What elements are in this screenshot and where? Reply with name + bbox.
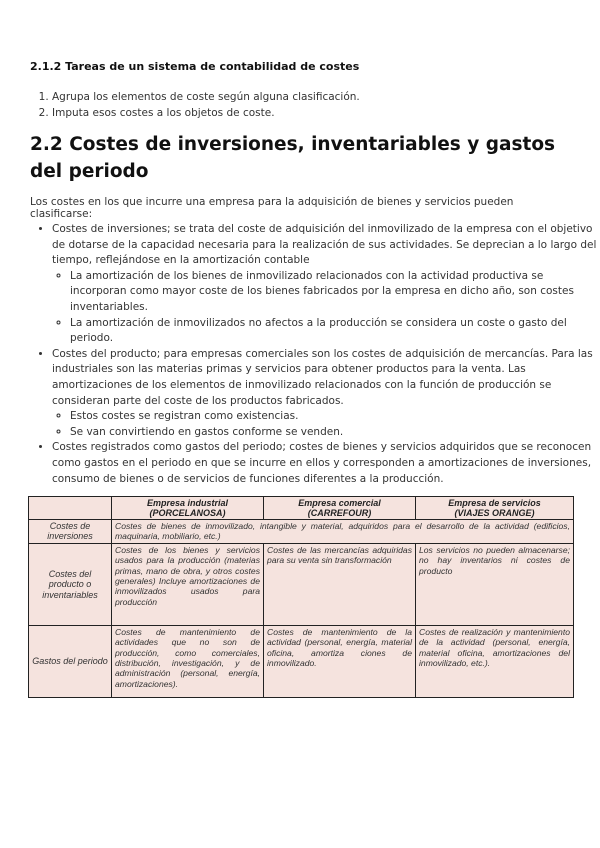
- row-label: Gastos del periodo: [29, 625, 112, 697]
- bullet-gastos: [52, 440, 597, 487]
- bullet-text: Costes de inversiones; se trata del coste de adquisición del inmovilizado de la empresa con el objetivo de dotarse de la capacidad necesaria para la realización de sus actividades. Se deprecian a lo largo del tiempo, reflejándose en la amortización contable: [52, 223, 597, 267]
- table-cell: Costes de las mercancías adquiridas para su venta sin transformación: [264, 543, 416, 625]
- tasks-list: [30, 90, 360, 121]
- header-industrial: Empresa industrial (PORCELANOSA): [112, 497, 264, 520]
- header-comercial: Empresa comercial (CARREFOUR): [264, 497, 416, 520]
- bullet-text: Costes del producto; para empresas comerciales son los costes de adquisición de mercancías. Para las industriales son las materias primas y servicios para obtener productos para la venta. Las amortizaciones de los elementos de inmovilizado relacionados con la función de producción se consideran parte del coste de los productos fabricados.: [52, 347, 593, 407]
- table-cell: Costes de mantenimiento de actividades que no son de producción, como comerciales, distribución, investigación, y de administración (personal, energía, amortizaciones).: [112, 625, 264, 697]
- costs-table-image: [28, 496, 574, 698]
- bullet-inversiones: [52, 222, 597, 347]
- table-corner: [29, 497, 112, 520]
- sub-list: [52, 409, 597, 440]
- row-label: Costes de inversiones: [29, 520, 112, 544]
- table-cell: Los servicios no pueden almacenarse; no hay inventarios ni costes de producto: [416, 543, 574, 625]
- task-item-2: 2. Imputa esos costes a los objetos de coste.: [52, 106, 360, 122]
- bullet-text: Costes registrados como gastos del periodo; costes de bienes y servicios adquiridos que se reconocen como gastos en el periodo en que se incurre en ellos y corresponden a amortizaciones de inversiones, consumo de bienes o de servicios de funciones diferentes a la producción.: [52, 441, 592, 485]
- sub-item: ◦ La amortización de los bienes de inmovilizado relacionados con la actividad productiva se incorporan como mayor coste de los bienes fabricados por la empresa en dicho año, son costes inventariables.: [70, 269, 597, 316]
- sub-list: [52, 269, 597, 347]
- subsection-heading: 2.1.2 Tareas de un sistema de contabilidad de costes: [30, 60, 360, 73]
- sub-item: ◦ La amortización de inmovilizados no afectos a la producción se considera un coste o gasto del periodo.: [70, 316, 597, 347]
- table-cell-merged: Costes de bienes de inmovilizado, intangible y material, adquiridos para el desarrollo de la actividad (edificios, maquinaria, mobiliario, etc.): [112, 520, 574, 544]
- intro-paragraph: Los costes en los que incurre una empresa para la adquisición de bienes y servicios pueden clasificarse:: [30, 196, 514, 220]
- table-cell: Costes de realización y mantenimiento de la actividad (personal, energía, material oficina, amortizaciones del inmovilizado, etc.).: [416, 625, 574, 697]
- table-header-row: [29, 497, 574, 520]
- cost-types-list: [30, 222, 597, 487]
- table-row: [29, 543, 574, 625]
- bullet-producto: [52, 347, 597, 441]
- table-cell: Costes de mantenimiento de la actividad (personal, energía, material oficina, amortiza ciones de inmovilizado.: [264, 625, 416, 697]
- sub-item: ◦ Se van convirtiendo en gastos conforme se venden.: [70, 425, 597, 441]
- header-servicios: Empresa de servicios (VIAJES ORANGE): [416, 497, 574, 520]
- task-item-1: 1. Agrupa los elementos de coste según alguna clasificación.: [52, 90, 360, 106]
- table-row: [29, 625, 574, 697]
- sub-item: ◦ Estos costes se registran como existencias.: [70, 409, 597, 425]
- section-heading: 2.2 Costes de inversiones, inventariables y gastos del periodo: [30, 134, 556, 182]
- table-row: [29, 520, 574, 544]
- table-cell: Costes de los bienes y servicios usados para la producción (materias primas, mano de obra, y otros costes generales) Incluye amortizaciones de inmovilizados usados para producción: [112, 543, 264, 625]
- row-label: Costes del producto o inventariables: [29, 543, 112, 625]
- costs-table: [28, 496, 574, 698]
